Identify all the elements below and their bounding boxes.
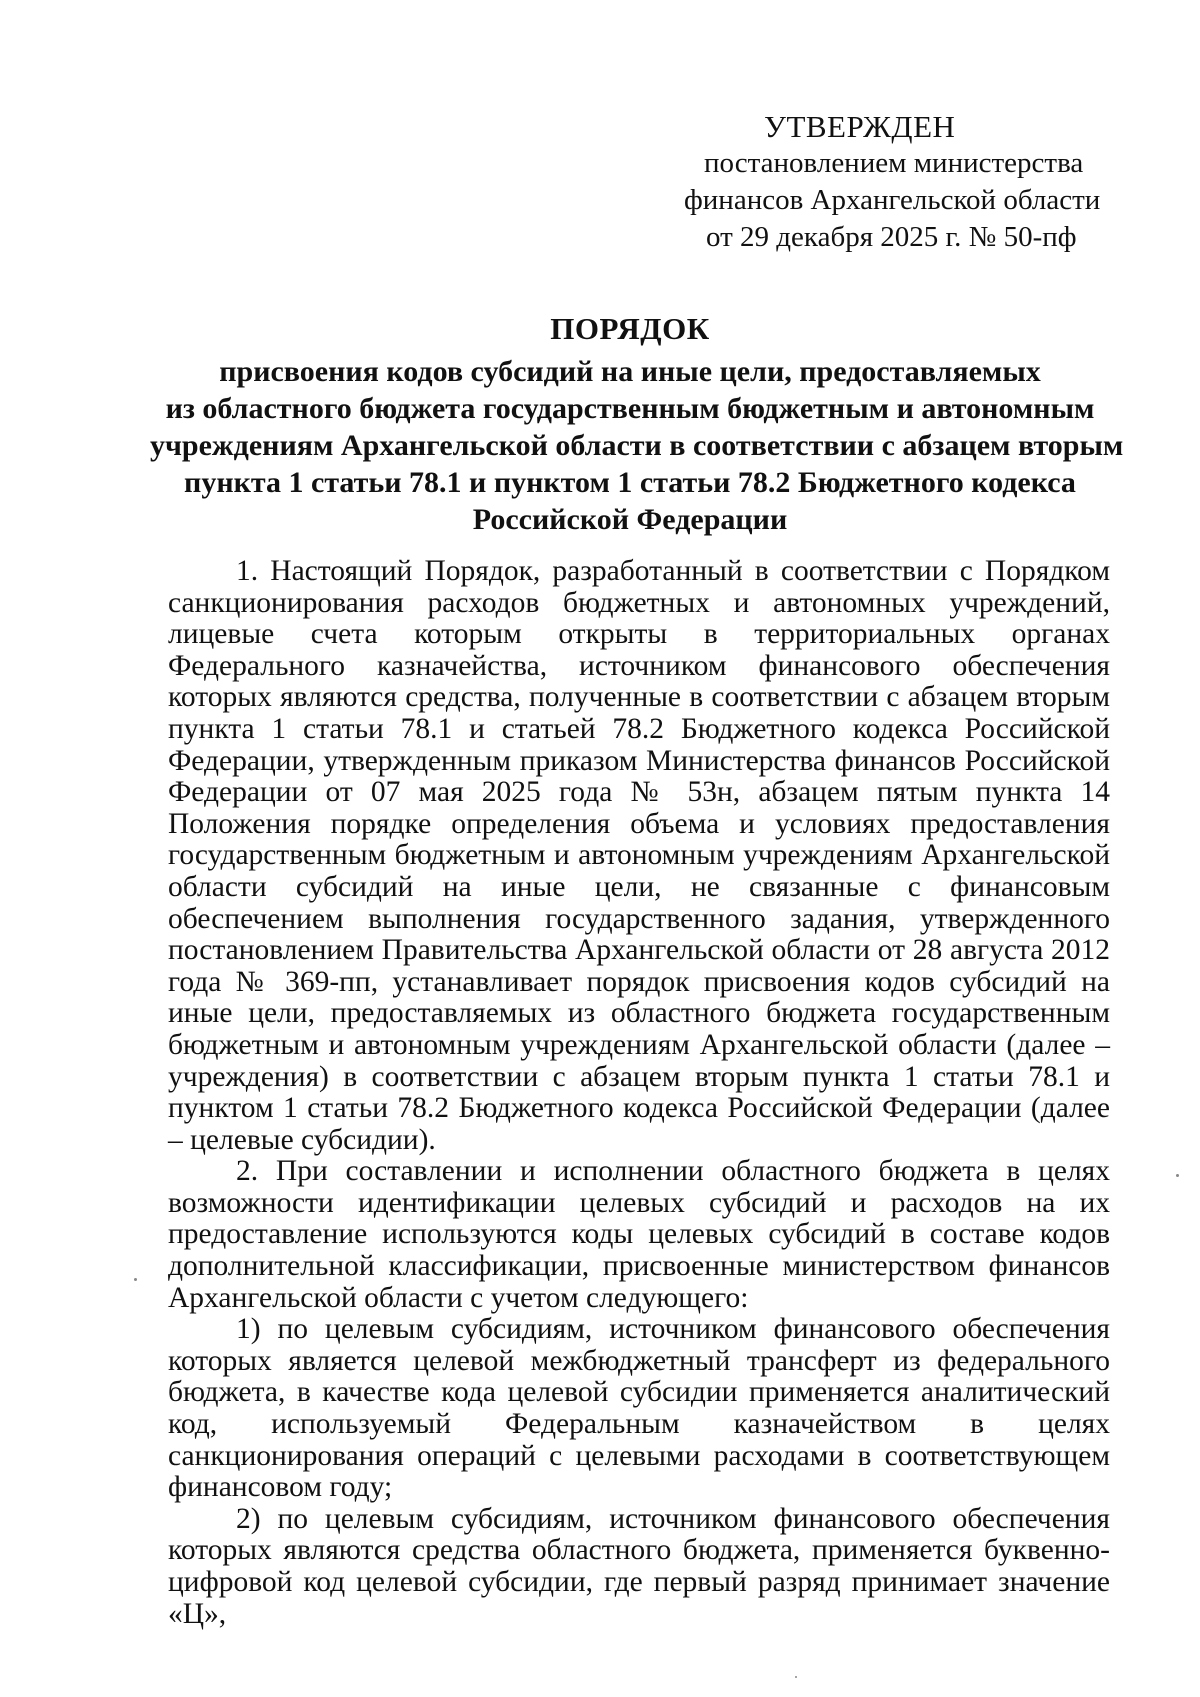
document-body: [168, 556, 1110, 1630]
heading-line: Российской Федерации: [472, 503, 788, 536]
heading-line: из областного бюджета государственным бюджетным и автономным: [165, 392, 1095, 425]
scan-speck: [134, 1278, 137, 1281]
paragraph-2-item-1: 1) по целевым субсидиям, источником финансового обеспечения которых является целевой межбюджетный трансферт из федерального бюджета, в качестве кода целевой субсидии применяется аналитический код, используемый Федеральным казначейством в целях санкционирования операций с целевыми расходами в соответствующем финансовом году;: [168, 1313, 1110, 1504]
approval-line-3: от 29 декабря 2025 г. № 50-пф: [706, 221, 1077, 253]
approval-line-2: финансов Архангельской области: [684, 184, 1101, 216]
document-title: ПОРЯДОК: [550, 311, 710, 346]
scan-speck: [795, 1676, 797, 1678]
paragraph-2: 2. При составлении и исполнении областного бюджета в целях возможности идентификации целевых субсидий и расходов на их предоставление используются коды целевых субсидий в составе кодов дополнительной классификации, присвоенные министерством финансов Архангельской области с учетом следующего:: [168, 1155, 1110, 1314]
approval-stamp: [640, 108, 1100, 256]
heading-line: пункта 1 статьи 78.1 и пунктом 1 статьи 78.2 Бюджетного кодекса: [184, 466, 1076, 499]
heading-line: присвоения кодов субсидий на иные цели, предоставляемых: [219, 355, 1041, 388]
paragraph-1: 1. Настоящий Порядок, разработанный в соответствии с Порядком санкционирования расходов бюджетных и автономных учреждений, лицевые счета которым открыты в территориальных органах Федерального казначейства, источником финансового обеспечения которых являются средства, полученные в соответствии с абзацем вторым пункта 1 статьи 78.1 и статьей 78.2 Бюджетного кодекса Российской Федерации, утвержденным приказом Министерства финансов Российской Федерации от 07 мая 2025 года № 53н, абзацем пятым пункта 14 Положения порядке определения объема и условиях предоставления государственным бюджетным и автономным учреждениям Архангельской области субсидий на иные цели, не связанные с финансовым обеспечением выполнения государственного задания, утвержденного постановлением Правительства Архангельской области от 28 августа 2012 года № 369-пп, устанавливает порядок присвоения кодов субсидий на иные цели, предоставляемых из областного бюджета государственным бюджетным и автономным учреждениям Архангельской области (далее – учреждения) в соответствии с абзацем вторым пункта 1 статьи 78.1 и пунктом 1 статьи 78.2 Бюджетного кодекса Российской Федерации (далее – целевые субсидии).: [168, 555, 1110, 1156]
heading-line: учреждениям Архангельской области в соответствии с абзацем вторым: [150, 429, 1124, 462]
document-heading: [150, 310, 1124, 538]
scan-speck: [1176, 1174, 1179, 1177]
paragraph-2-item-2: 2) по целевым субсидиям, источником финансового обеспечения которых являются средства областного бюджета, применяется буквенно-цифровой код целевой субсидии, где первый разряд принимает значение «Ц»,: [168, 1502, 1110, 1630]
approval-title: УТВЕРЖДЕН: [764, 109, 956, 144]
approval-line-1: постановлением министерства: [704, 147, 1084, 179]
